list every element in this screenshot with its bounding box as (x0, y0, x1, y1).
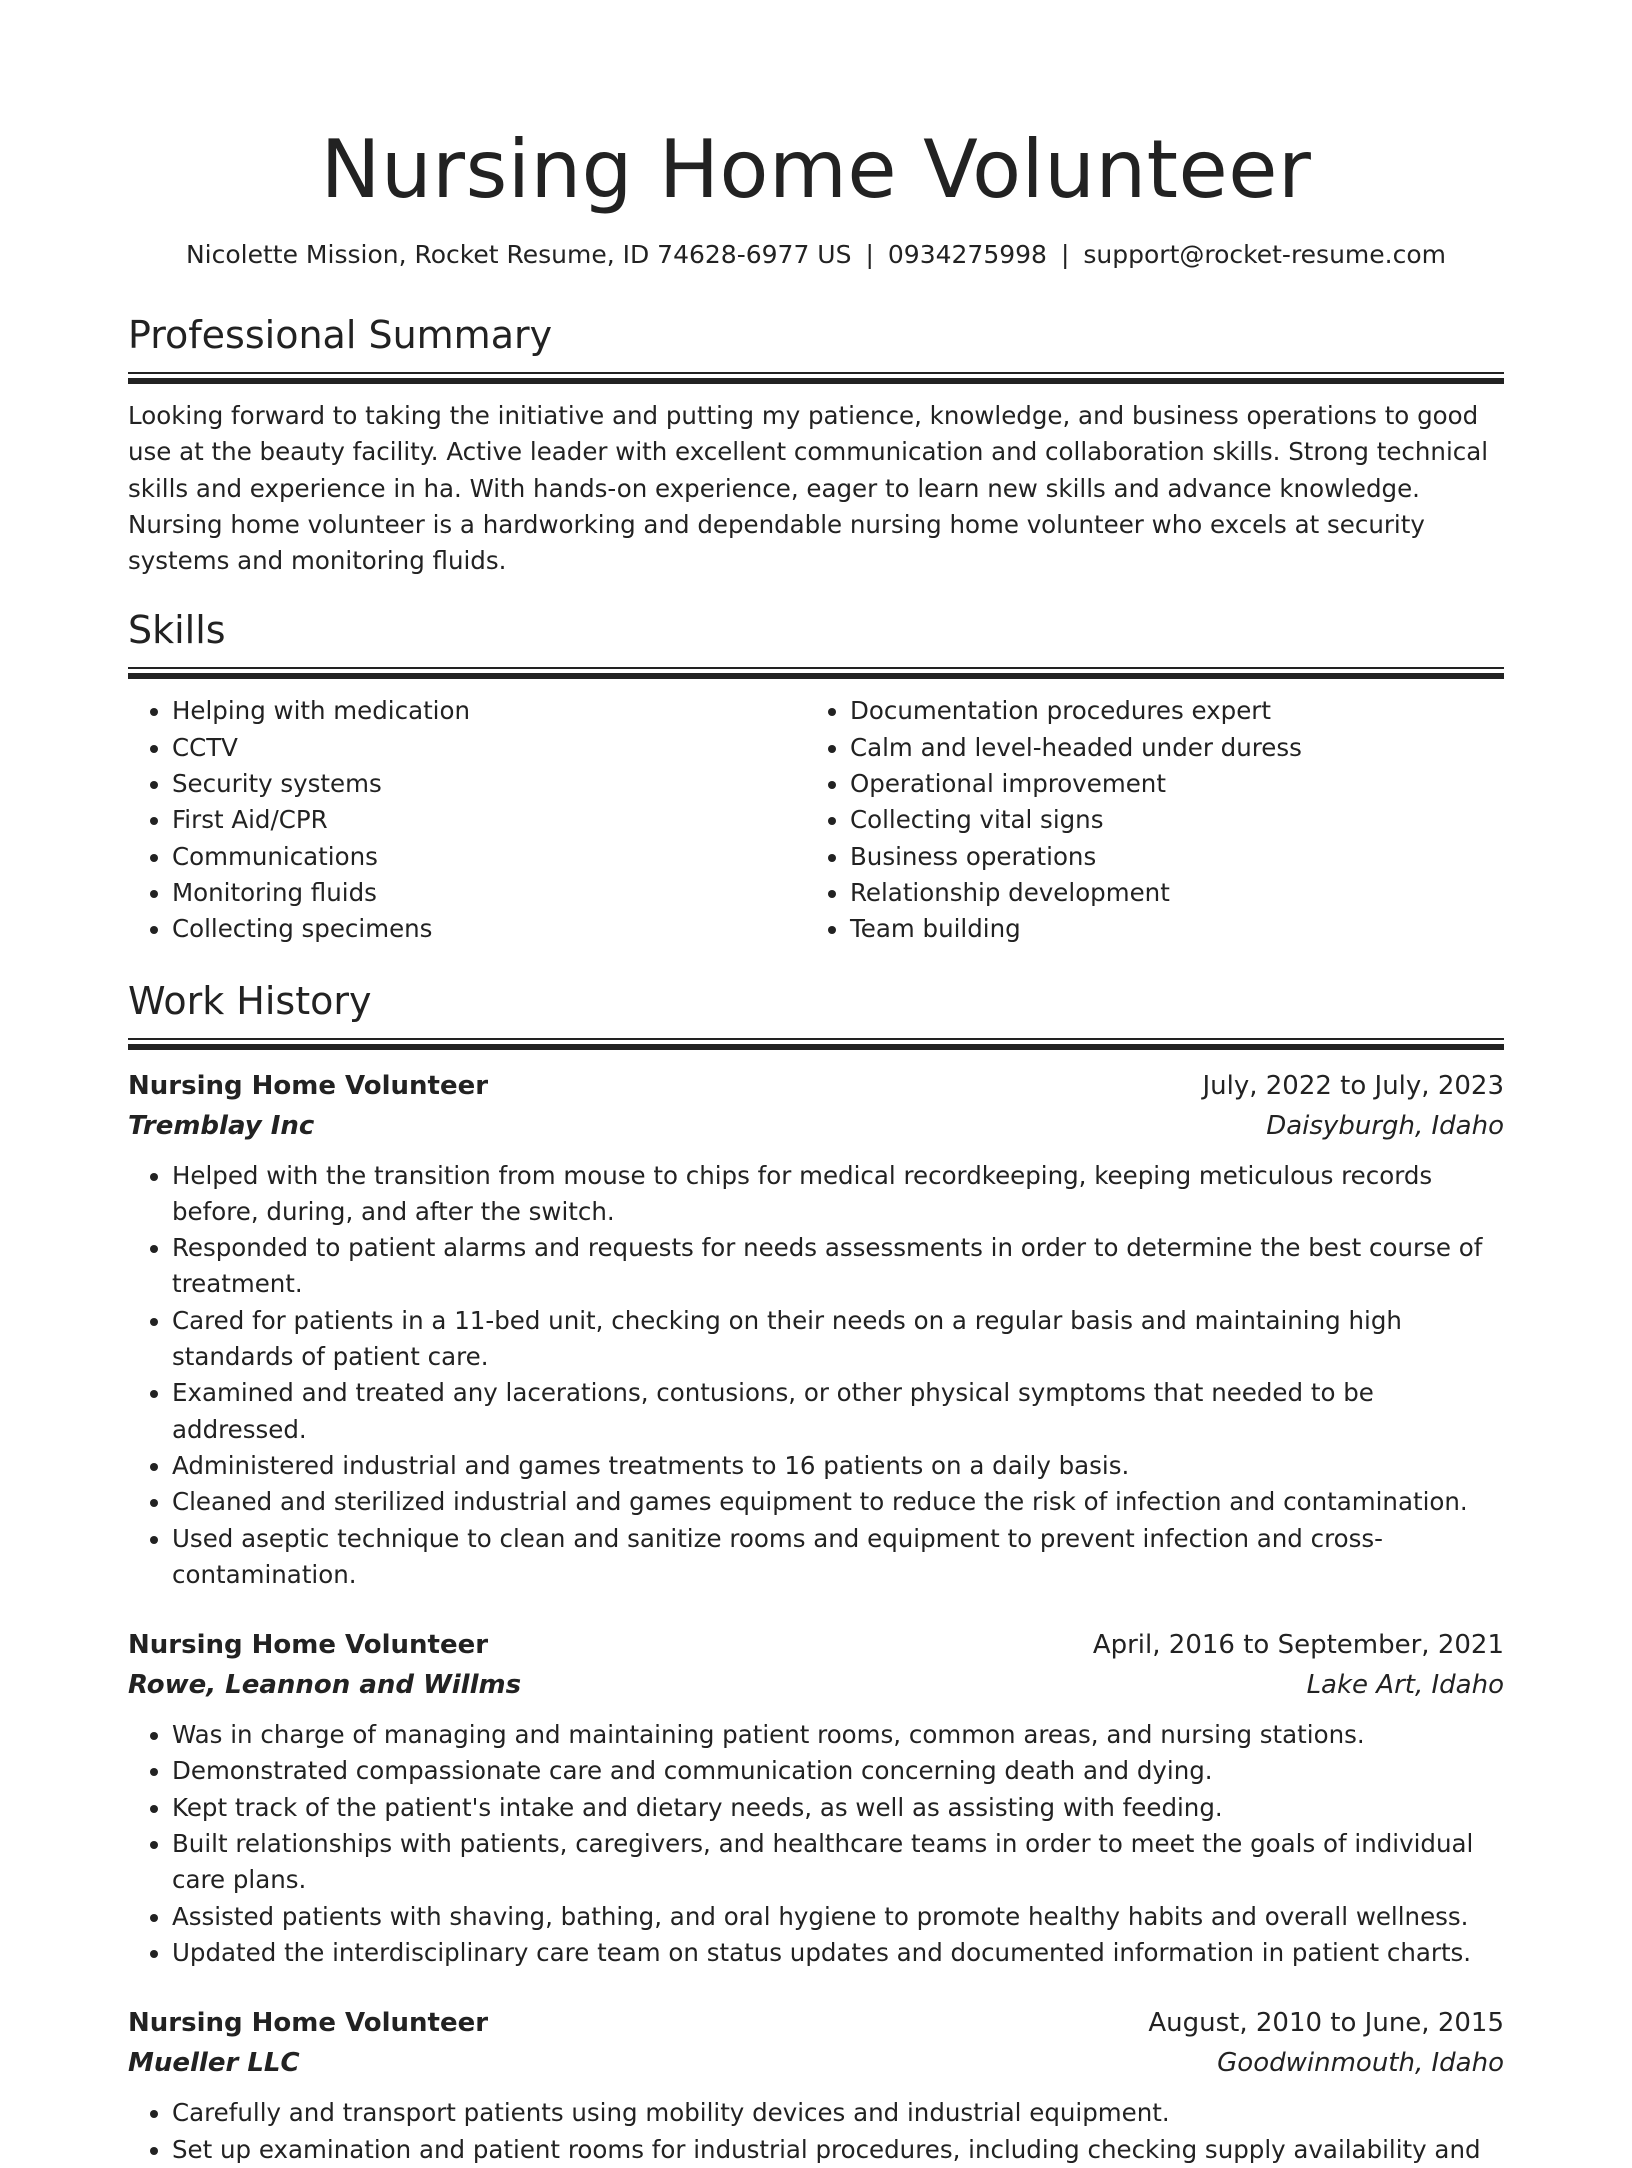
job-company: Rowe, Leannon and Willms (128, 1670, 522, 1701)
resume-page (128, 0, 1504, 2168)
job-header-row (128, 2003, 1504, 2043)
job-title: Nursing Home Volunteer (128, 1070, 489, 1101)
job-bullets (128, 1158, 1504, 1594)
skill-item: • Business operations (850, 839, 1484, 875)
job-bullet: • Used aseptic technique to clean and sanitize rooms and equipment to prevent infection and cross-contamination. (172, 1521, 1504, 1594)
skills-list-left (128, 693, 806, 947)
skill-item: • Monitoring fluids (172, 875, 806, 911)
job-title: Nursing Home Volunteer (128, 1630, 489, 1661)
job-dates: August, 2010 to June, 2015 (1148, 2008, 1504, 2039)
skill-item: • Documentation procedures expert (850, 693, 1484, 729)
section-divider-thick (128, 378, 1504, 384)
job-bullet: • Cleaned and sterilized industrial and games equipment to reduce the risk of infection and contamination. (172, 1484, 1504, 1520)
job-location: Lake Art, Idaho (1306, 1670, 1504, 1701)
summary-section (128, 312, 1504, 579)
skill-item: • Relationship development (850, 875, 1484, 911)
job-dates: July, 2022 to July, 2023 (1202, 1070, 1504, 1101)
job-company-row (128, 1106, 1504, 1146)
job-entry (128, 1625, 1504, 1971)
skill-item: • Helping with medication (172, 693, 806, 729)
skill-item: • Calm and level-headed under duress (850, 730, 1484, 766)
job-bullet: • Updated the interdisciplinary care team on status updates and documented information in patient charts. (172, 1935, 1504, 1971)
work-heading: Work History (128, 978, 372, 1023)
section-divider-thick (128, 1044, 1504, 1050)
job-entry (128, 2003, 1504, 2168)
contact-separator: | (1060, 240, 1070, 269)
job-location: Goodwinmouth, Idaho (1217, 2048, 1504, 2079)
job-company: Tremblay Inc (128, 1110, 315, 1141)
job-title: Nursing Home Volunteer (128, 2008, 489, 2039)
job-bullet: • Was in charge of managing and maintaining patient rooms, common areas, and nursing stations. (172, 1717, 1504, 1753)
skill-item: • Communications (172, 839, 806, 875)
skills-heading: Skills (128, 608, 226, 653)
job-entry (128, 1066, 1504, 1594)
skill-item: • CCTV (172, 730, 806, 766)
contact-address: Nicolette Mission, Rocket Resume, ID 74628-6977 US (185, 240, 852, 269)
job-header-row (128, 1625, 1504, 1665)
contact-phone: 0934275998 (887, 240, 1047, 269)
skill-item: • Collecting vital signs (850, 802, 1484, 838)
job-bullets (128, 2095, 1504, 2168)
skill-item: • Operational improvement (850, 766, 1484, 802)
job-company-row (128, 2043, 1504, 2083)
section-divider (128, 667, 1504, 669)
job-bullets (128, 1717, 1504, 1971)
contact-email: support@rocket-resume.com (1083, 240, 1447, 269)
contact-line (128, 238, 1504, 272)
job-bullet: • Cared for patients in a 11-bed unit, checking on their needs on a regular basis and maintaining high standards of patient care. (172, 1303, 1504, 1376)
skill-item: • Security systems (172, 766, 806, 802)
job-location: Daisyburgh, Idaho (1266, 1110, 1504, 1141)
skill-item: • Collecting specimens (172, 911, 806, 947)
work-section (128, 978, 1504, 2168)
job-company: Mueller LLC (128, 2048, 300, 2079)
job-bullet: • Kept track of the patient's intake and dietary needs, as well as assisting with feeding. (172, 1790, 1504, 1826)
job-bullet: • Responded to patient alarms and requests for needs assessments in order to determine the best course of treatment. (172, 1230, 1504, 1303)
job-bullet: • Examined and treated any lacerations, contusions, or other physical symptoms that needed to be addressed. (172, 1375, 1504, 1448)
job-bullet: • Helped with the transition from mouse to chips for medical recordkeeping, keeping meticulous records before, during, and after the switch. (172, 1158, 1504, 1231)
skill-item: • First Aid/CPR (172, 802, 806, 838)
job-bullet: • Set up examination and patient rooms for industrial procedures, including checking supply availability and (172, 2132, 1504, 2168)
skill-item: • Team building (850, 911, 1484, 947)
skills-columns (128, 693, 1504, 947)
resume-name: Nursing Home Volunteer (320, 123, 1312, 216)
job-company-row (128, 1665, 1504, 1705)
job-bullet: • Administered industrial and games treatments to 16 patients on a daily basis. (172, 1448, 1504, 1484)
section-divider (128, 372, 1504, 374)
section-divider (128, 1038, 1504, 1040)
job-dates: April, 2016 to September, 2021 (1092, 1630, 1504, 1661)
contact-separator: | (865, 240, 874, 269)
summary-heading: Professional Summary (128, 313, 553, 357)
section-divider-thick (128, 673, 1504, 679)
skills-list-right (806, 693, 1484, 947)
job-bullet: • Carefully and transport patients using mobility devices and industrial equipment. (172, 2095, 1504, 2131)
skills-section (128, 607, 1504, 947)
summary-text: Looking forward to taking the initiative and putting my patience, knowledge, and business operations to good use at the beauty facility. Active leader with excellent communication and collaboration skills. Strong technical skills and experience in ha. With hands-on experience, eager to learn new skills and advance knowledge. Nursing home volunteer is a hardworking and dependable nursing home volunteer who excels at security systems and monitoring fluids. (128, 401, 1489, 576)
job-header-row (128, 1066, 1504, 1106)
job-bullet: • Demonstrated compassionate care and communication concerning death and dying. (172, 1753, 1504, 1789)
job-bullet: • Built relationships with patients, caregivers, and healthcare teams in order to meet the goals of individual care plans. (172, 1826, 1504, 1899)
job-bullet: • Assisted patients with shaving, bathing, and oral hygiene to promote healthy habits and overall wellness. (172, 1899, 1504, 1935)
